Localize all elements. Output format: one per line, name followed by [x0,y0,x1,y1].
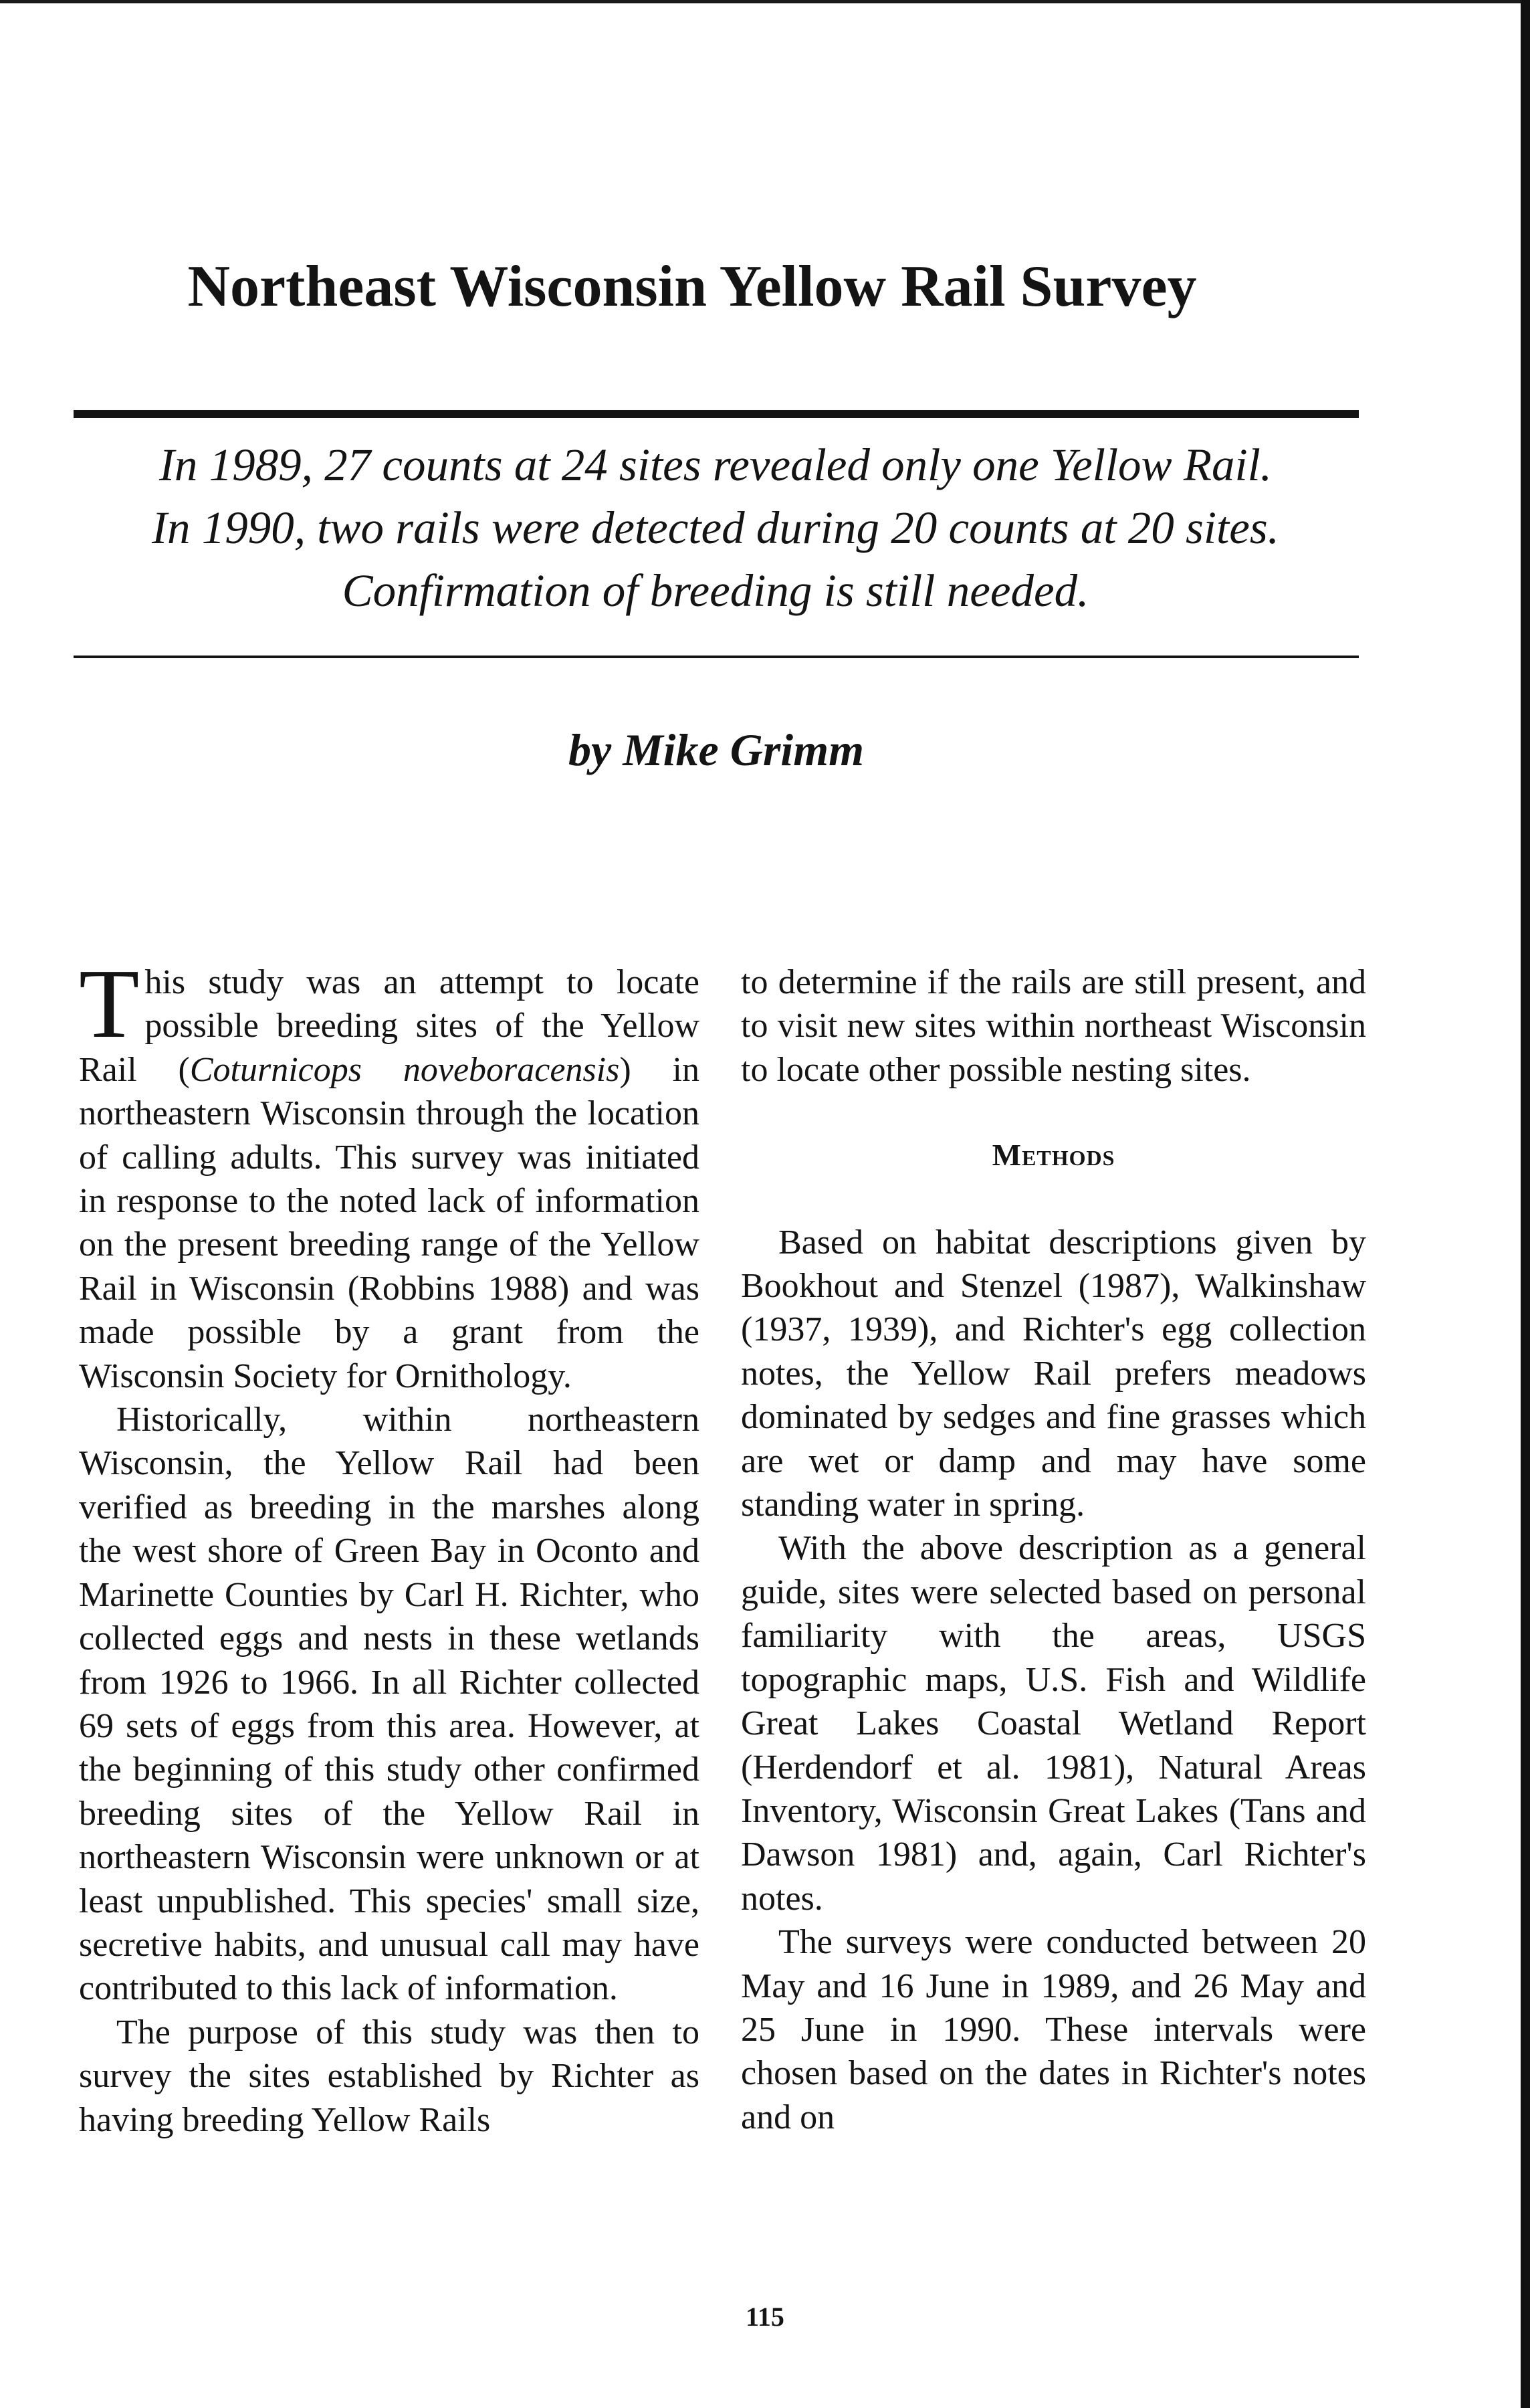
page-number: 115 [746,2302,784,2332]
deck-line: In 1989, 27 counts at 24 sites revealed only one Yellow Rail. [158,439,1273,490]
scan-binding-edge [1521,0,1530,2408]
purpose-paragraph: The purpose of this study was then to survey the sites established by Richter as having breeding Yellow Rails [79,2013,699,2139]
methods-heading: Methods [992,1138,1115,1173]
deck-line: In 1990, two rails were detected during 20 counts at 20 sites. [152,502,1279,553]
deck-top-rule [74,410,1359,418]
deck-bottom-rule [74,656,1359,658]
species-name: Coturnicops noveboracensis [189,1050,620,1089]
methods-paragraph: Based on habitat descriptions given by Bookhout and Stenzel (1987), Walkinshaw (1937, 1939), and Richter's egg collection notes, the Yellow Rail prefers meadows dominated by sedges and fine grasses which are wet or damp and may have some standing water in spring. [741,1223,1366,1524]
methods-paragraph: With the above description as a general guide, sites were selected based on personal familiarity with the areas, USGS topographic maps, U.S. Fish and Wildlife Great Lakes Coastal Wetland Report (Herdendorf et al. 1981), Natural Areas Inventory, Wisconsin Great Lakes (Tans and Dawson 1981) and, again, Carl Richter's notes. [741,1529,1366,1918]
drop-cap: T [79,949,140,1059]
intro-paragraph [79,949,700,1398]
deck-line: Confirmation of breeding is still needed. [342,565,1089,616]
left-column [79,949,700,2142]
byline: by Mike Grimm [568,724,864,775]
article-deck [67,433,1364,622]
intro-text-cont: ) in northeastern Wisconsin through the location of calling adults. This survey was initiated in response to the noted lack of information on the present breeding range of the Yellow Rail in Wisconsin (Robbins 1988) and was made possible by a grant from the Wisconsin Society for Ornithology. [79,1050,700,1395]
article-title: Northeast Wisconsin Yellow Rail Survey [187,254,1197,319]
history-paragraph: Historically, within northeastern Wisconsin, the Yellow Rail had been verified as breeding in the marshes along the west shore of Green Bay in Oconto and Marinette Counties by Carl H. Richter, who collected eggs and nests in these wetlands from 1926 to 1966. In all Richter collected 69 sets of eggs from this area. However, at the beginning of this study other confirmed breeding sites of the Yellow Rail in northeastern Wisconsin were unknown or at least unpublished. This species' small size, secretive habits, and unusual call may have contributed to this lack of information. [79,1401,699,2008]
page-top-edge [0,0,1530,3]
right-column [741,961,1366,2139]
purpose-paragraph-cont: to determine if the rails are still present, and to visit new sites within northeast Wisconsin to locate other possible nesting sites. [741,963,1366,1089]
intro-text: his study was an attempt to locate possible breeding sites of the Yellow Rail ( [79,963,699,1089]
methods-paragraph: The surveys were conducted between 20 May and 16 June in 1989, and 26 May and 25 June in 1990. These intervals were chosen based on the dates in Richter's notes and on [741,1923,1366,2136]
